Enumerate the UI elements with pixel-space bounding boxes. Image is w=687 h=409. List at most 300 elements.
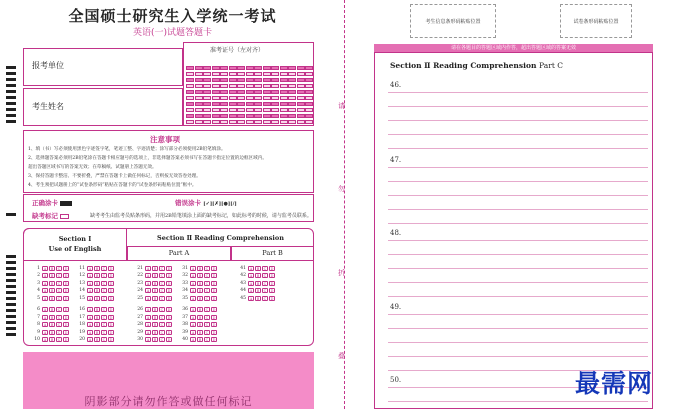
answer-bubble-d[interactable]: D: [212, 296, 216, 301]
answer-line[interactable]: [388, 254, 648, 255]
answer-bubble-d[interactable]: D: [212, 266, 216, 271]
answer-bubble-b[interactable]: B: [153, 266, 157, 271]
answer-bubble-b[interactable]: B: [198, 323, 202, 327]
exam-number-digit-cell[interactable]: [212, 96, 220, 100]
answer-bubble-d[interactable]: D: [270, 274, 274, 278]
exam-number-digit-cell[interactable]: [186, 90, 194, 94]
answer-bubble-d[interactable]: D: [109, 266, 113, 271]
answer-bubble-a[interactable]: A: [43, 281, 47, 286]
answer-bubble-a[interactable]: A: [249, 289, 253, 293]
answer-bubble-a[interactable]: A: [88, 308, 92, 312]
exam-number-digit-cell[interactable]: [305, 102, 313, 106]
exam-number-digit-cell[interactable]: [254, 78, 262, 82]
answer-bubble-c[interactable]: C: [57, 315, 61, 320]
answer-line[interactable]: [388, 167, 648, 168]
answer-bubble-d[interactable]: D: [109, 338, 113, 342]
answer-bubble-b[interactable]: B: [50, 308, 54, 312]
answer-bubble-b[interactable]: B: [256, 289, 260, 293]
answer-bubble-b[interactable]: B: [95, 308, 99, 312]
exam-number-digit-cell[interactable]: [305, 120, 313, 124]
answer-bubble-d[interactable]: D: [109, 274, 113, 278]
answer-bubble-d[interactable]: D: [212, 338, 216, 342]
exam-number-digit-cell[interactable]: [271, 96, 279, 100]
answer-bubble-d[interactable]: D: [212, 281, 216, 286]
answer-bubble-c[interactable]: C: [263, 266, 267, 271]
exam-number-digit-cell[interactable]: [220, 90, 228, 94]
answer-line[interactable]: [388, 356, 648, 357]
answer-bubble-b[interactable]: B: [153, 338, 157, 342]
exam-number-digit-cell[interactable]: [297, 102, 305, 106]
exam-number-digit-cell[interactable]: [305, 96, 313, 100]
answer-line[interactable]: [388, 92, 648, 93]
answer-bubble-d[interactable]: D: [212, 289, 216, 293]
answer-line[interactable]: [388, 401, 648, 402]
answer-bubble-a[interactable]: A: [43, 289, 47, 293]
exam-number-digit-cell[interactable]: [280, 84, 288, 88]
exam-number-digit-cell[interactable]: [237, 108, 245, 112]
exam-number-digit-cell[interactable]: [271, 84, 279, 88]
answer-bubble-a[interactable]: A: [191, 296, 195, 301]
exam-number-digit-cell[interactable]: [237, 84, 245, 88]
answer-bubble-a[interactable]: A: [146, 296, 150, 301]
exam-number-digit-cell[interactable]: [254, 84, 262, 88]
answer-bubble-b[interactable]: B: [50, 330, 54, 335]
paper-barcode-slot[interactable]: 试卷条形码粘贴位置: [560, 4, 632, 38]
answer-bubble-c[interactable]: C: [57, 289, 61, 293]
answer-bubble-d[interactable]: D: [167, 308, 171, 312]
exam-number-digit-cell[interactable]: [246, 120, 254, 124]
exam-number-digit-cell[interactable]: [212, 114, 220, 118]
answer-bubble-a[interactable]: A: [146, 330, 150, 335]
exam-number-digit-cell[interactable]: [263, 84, 271, 88]
exam-number-digit-cell[interactable]: [229, 108, 237, 112]
exam-number-digit-cell[interactable]: [212, 102, 220, 106]
exam-number-digit-cell[interactable]: [288, 78, 296, 82]
answer-bubble-d[interactable]: D: [64, 274, 68, 278]
answer-bubble-d[interactable]: D: [109, 330, 113, 335]
exam-number-digit-cell[interactable]: [220, 114, 228, 118]
answer-bubble-b[interactable]: B: [153, 330, 157, 335]
answer-bubble-d[interactable]: D: [167, 274, 171, 278]
answer-bubble-b[interactable]: B: [256, 281, 260, 286]
answer-line[interactable]: [388, 282, 648, 283]
exam-number-digit-cell[interactable]: [288, 84, 296, 88]
answer-bubble-a[interactable]: A: [146, 274, 150, 278]
answer-bubble-a[interactable]: A: [88, 338, 92, 342]
answer-bubble-b[interactable]: B: [50, 323, 54, 327]
answer-bubble-d[interactable]: D: [167, 266, 171, 271]
exam-number-digit-cell[interactable]: [229, 120, 237, 124]
exam-number-digit-cell[interactable]: [237, 72, 245, 76]
answer-bubble-b[interactable]: B: [153, 274, 157, 278]
exam-number-digit-cell[interactable]: [263, 90, 271, 94]
exam-number-digit-cell[interactable]: [288, 72, 296, 76]
answer-bubble-c[interactable]: C: [263, 289, 267, 293]
answer-bubble-b[interactable]: B: [95, 330, 99, 335]
answer-bubble-a[interactable]: A: [146, 315, 150, 320]
answer-bubble-b[interactable]: B: [50, 266, 54, 271]
answer-bubble-a[interactable]: A: [88, 323, 92, 327]
answer-bubble-b[interactable]: B: [153, 296, 157, 301]
answer-bubble-c[interactable]: C: [263, 274, 267, 278]
exam-number-digit-cell[interactable]: [280, 72, 288, 76]
exam-number-digit-cell[interactable]: [186, 102, 194, 106]
exam-number-digit-cell[interactable]: [297, 90, 305, 94]
answer-bubble-b[interactable]: B: [153, 323, 157, 327]
answer-bubble-c[interactable]: C: [160, 308, 164, 312]
exam-number-digit-cell[interactable]: [246, 108, 254, 112]
exam-number-digit-cell[interactable]: [203, 114, 211, 118]
exam-number-digit-cell[interactable]: [263, 96, 271, 100]
answer-bubble-b[interactable]: B: [153, 315, 157, 320]
answer-bubble-a[interactable]: A: [88, 281, 92, 286]
answer-bubble-c[interactable]: C: [160, 266, 164, 271]
exam-number-digit-cell[interactable]: [195, 78, 203, 82]
exam-number-digit-cell[interactable]: [305, 84, 313, 88]
answer-bubble-c[interactable]: C: [160, 338, 164, 342]
answer-bubble-b[interactable]: B: [95, 289, 99, 293]
exam-number-digit-cell[interactable]: [297, 114, 305, 118]
exam-number-digit-cell[interactable]: [186, 84, 194, 88]
answer-bubble-b[interactable]: B: [198, 289, 202, 293]
exam-number-digit-cell[interactable]: [271, 108, 279, 112]
exam-number-digit-cell[interactable]: [288, 90, 296, 94]
exam-number-digit-cell[interactable]: [203, 108, 211, 112]
answer-bubble-a[interactable]: A: [146, 323, 150, 327]
answer-bubble-c[interactable]: C: [57, 274, 61, 278]
exam-number-digit-cell[interactable]: [237, 114, 245, 118]
answer-bubble-d[interactable]: D: [270, 296, 274, 301]
exam-number-digit-cell[interactable]: [212, 72, 220, 76]
exam-number-digit-cell[interactable]: [195, 72, 203, 76]
answer-bubble-c[interactable]: C: [57, 330, 61, 335]
answer-bubble-c[interactable]: C: [160, 330, 164, 335]
exam-number-digit-cell[interactable]: [280, 96, 288, 100]
exam-number-digit-cell[interactable]: [263, 108, 271, 112]
exam-number-digit-cell[interactable]: [263, 102, 271, 106]
answer-bubble-b[interactable]: B: [50, 296, 54, 301]
exam-number-digit-cell[interactable]: [220, 66, 228, 70]
exam-number-digit-cell[interactable]: [305, 72, 313, 76]
answer-bubble-d[interactable]: D: [109, 289, 113, 293]
exam-number-digit-cell[interactable]: [305, 78, 313, 82]
exam-number-digit-cell[interactable]: [246, 114, 254, 118]
answer-bubble-b[interactable]: B: [153, 308, 157, 312]
exam-number-digit-cell[interactable]: [195, 102, 203, 106]
answer-bubble-c[interactable]: C: [57, 338, 61, 342]
exam-number-digit-cell[interactable]: [246, 66, 254, 70]
exam-number-digit-cell[interactable]: [237, 66, 245, 70]
answer-bubble-b[interactable]: B: [95, 338, 99, 342]
exam-number-digit-cell[interactable]: [195, 90, 203, 94]
answer-bubble-c[interactable]: C: [205, 281, 209, 286]
exam-number-digit-cell[interactable]: [229, 90, 237, 94]
answer-bubble-b[interactable]: B: [198, 274, 202, 278]
answer-bubble-a[interactable]: A: [88, 315, 92, 320]
exam-number-digit-cell[interactable]: [254, 114, 262, 118]
answer-bubble-c[interactable]: C: [102, 338, 106, 342]
exam-number-digit-cell[interactable]: [220, 120, 228, 124]
answer-bubble-a[interactable]: A: [146, 289, 150, 293]
answer-bubble-a[interactable]: A: [43, 330, 47, 335]
exam-number-digit-cell[interactable]: [305, 108, 313, 112]
exam-number-digit-cell[interactable]: [186, 96, 194, 100]
answer-bubble-b[interactable]: B: [198, 296, 202, 301]
exam-number-digit-cell[interactable]: [280, 120, 288, 124]
exam-number-digit-cell[interactable]: [271, 114, 279, 118]
answer-bubble-b[interactable]: B: [95, 281, 99, 286]
exam-number-digit-cell[interactable]: [254, 108, 262, 112]
exam-number-digit-cell[interactable]: [195, 84, 203, 88]
answer-bubble-b[interactable]: B: [50, 289, 54, 293]
answer-bubble-a[interactable]: A: [88, 289, 92, 293]
exam-number-digit-cell[interactable]: [229, 78, 237, 82]
exam-number-digit-cell[interactable]: [220, 96, 228, 100]
answer-bubble-d[interactable]: D: [109, 315, 113, 320]
exam-number-digit-cell[interactable]: [288, 114, 296, 118]
answer-bubble-b[interactable]: B: [256, 296, 260, 301]
exam-number-digit-cell[interactable]: [220, 102, 228, 106]
exam-number-digit-cell[interactable]: [246, 72, 254, 76]
exam-number-digit-cell[interactable]: [203, 66, 211, 70]
exam-number-digit-cell[interactable]: [203, 90, 211, 94]
exam-number-digit-cell[interactable]: [229, 66, 237, 70]
answer-bubble-c[interactable]: C: [102, 315, 106, 320]
answer-bubble-d[interactable]: D: [64, 289, 68, 293]
exam-number-digit-cell[interactable]: [229, 96, 237, 100]
exam-number-digit-cell[interactable]: [297, 72, 305, 76]
answer-bubble-c[interactable]: C: [102, 296, 106, 301]
exam-number-digit-cell[interactable]: [195, 66, 203, 70]
exam-number-digit-cell[interactable]: [288, 96, 296, 100]
answer-bubble-c[interactable]: C: [205, 315, 209, 320]
exam-number-digit-cell[interactable]: [280, 108, 288, 112]
exam-number-digit-cell[interactable]: [271, 120, 279, 124]
exam-number-digit-cell[interactable]: [288, 66, 296, 70]
answer-bubble-b[interactable]: B: [198, 315, 202, 320]
answer-bubble-c[interactable]: C: [205, 323, 209, 327]
answer-bubble-b[interactable]: B: [198, 338, 202, 342]
answer-bubble-d[interactable]: D: [109, 323, 113, 327]
exam-number-digit-cell[interactable]: [212, 84, 220, 88]
answer-bubble-c[interactable]: C: [263, 281, 267, 286]
exam-number-digit-cell[interactable]: [271, 102, 279, 106]
answer-bubble-b[interactable]: B: [95, 323, 99, 327]
exam-number-digit-cell[interactable]: [246, 102, 254, 106]
answer-line[interactable]: [388, 181, 648, 182]
answer-bubble-b[interactable]: B: [198, 308, 202, 312]
answer-line[interactable]: [388, 268, 648, 269]
answer-bubble-a[interactable]: A: [191, 281, 195, 286]
answer-bubble-c[interactable]: C: [102, 266, 106, 271]
answer-bubble-c[interactable]: C: [102, 274, 106, 278]
missing-mark-bubble[interactable]: [60, 214, 69, 219]
exam-number-digit-cell[interactable]: [271, 90, 279, 94]
exam-number-digit-cell[interactable]: [229, 72, 237, 76]
exam-number-digit-cell[interactable]: [186, 78, 194, 82]
exam-number-digit-cell[interactable]: [186, 114, 194, 118]
exam-number-digit-cell[interactable]: [203, 78, 211, 82]
exam-number-digit-cell[interactable]: [237, 96, 245, 100]
answer-line[interactable]: [388, 148, 648, 149]
answer-bubble-b[interactable]: B: [198, 266, 202, 271]
answer-bubble-c[interactable]: C: [160, 296, 164, 301]
candidate-barcode-slot[interactable]: 考生信息条形码粘贴位置: [410, 4, 496, 38]
answer-bubble-b[interactable]: B: [50, 315, 54, 320]
answer-bubble-a[interactable]: A: [191, 274, 195, 278]
exam-number-digit-cell[interactable]: [246, 90, 254, 94]
answer-bubble-c[interactable]: C: [57, 323, 61, 327]
exam-number-digit-cell[interactable]: [220, 84, 228, 88]
answer-bubble-d[interactable]: D: [212, 330, 216, 335]
answer-bubble-a[interactable]: A: [191, 323, 195, 327]
answer-bubble-d[interactable]: D: [212, 274, 216, 278]
exam-number-digit-cell[interactable]: [195, 114, 203, 118]
answer-bubble-d[interactable]: D: [109, 308, 113, 312]
exam-number-digit-cell[interactable]: [280, 78, 288, 82]
answer-bubble-a[interactable]: A: [43, 308, 47, 312]
exam-number-digit-cell[interactable]: [280, 114, 288, 118]
exam-number-digit-cell[interactable]: [186, 108, 194, 112]
exam-number-digit-cell[interactable]: [212, 108, 220, 112]
exam-number-digit-cell[interactable]: [212, 90, 220, 94]
exam-number-digit-cell[interactable]: [212, 120, 220, 124]
answer-bubble-a[interactable]: A: [88, 330, 92, 335]
exam-number-digit-cell[interactable]: [203, 72, 211, 76]
answer-bubble-b[interactable]: B: [50, 274, 54, 278]
answer-bubble-a[interactable]: A: [43, 315, 47, 320]
answer-bubble-a[interactable]: A: [43, 266, 47, 271]
answer-line[interactable]: [388, 106, 648, 107]
answer-bubble-b[interactable]: B: [95, 266, 99, 271]
exam-number-digit-cell[interactable]: [220, 108, 228, 112]
answer-bubble-b[interactable]: B: [153, 289, 157, 293]
exam-number-digit-cell[interactable]: [288, 120, 296, 124]
exam-number-digit-cell[interactable]: [280, 90, 288, 94]
answer-bubble-c[interactable]: C: [205, 308, 209, 312]
answer-bubble-b[interactable]: B: [198, 281, 202, 286]
exam-number-digit-cell[interactable]: [195, 108, 203, 112]
answer-bubble-c[interactable]: C: [205, 330, 209, 335]
exam-number-digit-cell[interactable]: [220, 78, 228, 82]
answer-bubble-a[interactable]: A: [43, 338, 47, 342]
answer-bubble-c[interactable]: C: [160, 281, 164, 286]
exam-number-digit-cell[interactable]: [237, 102, 245, 106]
answer-bubble-d[interactable]: D: [64, 323, 68, 327]
exam-number-digit-cell[interactable]: [246, 78, 254, 82]
exam-number-digit-cell[interactable]: [186, 72, 194, 76]
exam-number-digit-cell[interactable]: [263, 120, 271, 124]
answer-bubble-c[interactable]: C: [160, 274, 164, 278]
answer-bubble-d[interactable]: D: [64, 330, 68, 335]
answer-bubble-a[interactable]: A: [249, 274, 253, 278]
exam-number-digit-cell[interactable]: [254, 90, 262, 94]
exam-number-digit-cell[interactable]: [305, 90, 313, 94]
answer-bubble-d[interactable]: D: [167, 281, 171, 286]
answer-bubble-d[interactable]: D: [212, 308, 216, 312]
exam-number-digit-cell[interactable]: [305, 66, 313, 70]
answer-bubble-c[interactable]: C: [102, 323, 106, 327]
exam-number-digit-cell[interactable]: [229, 84, 237, 88]
answer-bubble-d[interactable]: D: [109, 296, 113, 301]
answer-bubble-a[interactable]: A: [146, 281, 150, 286]
exam-number-digit-cell[interactable]: [186, 120, 194, 124]
answer-bubble-c[interactable]: C: [57, 296, 61, 301]
answer-bubble-c[interactable]: C: [160, 289, 164, 293]
exam-number-digit-cell[interactable]: [254, 102, 262, 106]
exam-number-digit-cell[interactable]: [271, 72, 279, 76]
exam-number-digit-cell[interactable]: [297, 96, 305, 100]
answer-line[interactable]: [388, 342, 648, 343]
answer-bubble-c[interactable]: C: [205, 274, 209, 278]
answer-bubble-c[interactable]: C: [102, 308, 106, 312]
answer-bubble-a[interactable]: A: [191, 266, 195, 271]
exam-number-digit-cell[interactable]: [237, 120, 245, 124]
answer-bubble-a[interactable]: A: [191, 338, 195, 342]
exam-number-digit-cell[interactable]: [280, 66, 288, 70]
answer-bubble-c[interactable]: C: [102, 289, 106, 293]
exam-number-digit-cell[interactable]: [263, 78, 271, 82]
exam-number-digit-cell[interactable]: [237, 90, 245, 94]
answer-bubble-d[interactable]: D: [270, 289, 274, 293]
answer-line[interactable]: [388, 223, 648, 224]
answer-bubble-b[interactable]: B: [95, 296, 99, 301]
answer-bubble-c[interactable]: C: [205, 296, 209, 301]
exam-number-digit-cell[interactable]: [254, 66, 262, 70]
exam-number-digit-cell[interactable]: [254, 120, 262, 124]
answer-bubble-d[interactable]: D: [64, 296, 68, 301]
answer-bubble-b[interactable]: B: [50, 338, 54, 342]
exam-number-digit-cell[interactable]: [229, 102, 237, 106]
exam-number-digit-cell[interactable]: [203, 120, 211, 124]
answer-line[interactable]: [388, 195, 648, 196]
answer-bubble-b[interactable]: B: [256, 266, 260, 271]
exam-number-digit-cell[interactable]: [195, 120, 203, 124]
answer-bubble-c[interactable]: C: [102, 330, 106, 335]
answer-bubble-c[interactable]: C: [57, 266, 61, 271]
answer-bubble-a[interactable]: A: [88, 266, 92, 271]
exam-number-digit-cell[interactable]: [254, 72, 262, 76]
answer-bubble-a[interactable]: A: [88, 296, 92, 301]
exam-number-digit-cell[interactable]: [305, 114, 313, 118]
answer-bubble-b[interactable]: B: [256, 274, 260, 278]
exam-number-digit-cell[interactable]: [288, 102, 296, 106]
exam-number-digit-cell[interactable]: [246, 96, 254, 100]
answer-bubble-d[interactable]: D: [167, 289, 171, 293]
answer-bubble-d[interactable]: D: [167, 315, 171, 320]
exam-number-digit-cell[interactable]: [271, 66, 279, 70]
answer-bubble-a[interactable]: A: [191, 330, 195, 335]
answer-line[interactable]: [388, 134, 648, 135]
answer-bubble-a[interactable]: A: [146, 266, 150, 271]
answer-bubble-a[interactable]: A: [88, 274, 92, 278]
answer-bubble-d[interactable]: D: [212, 315, 216, 320]
exam-number-digit-cell[interactable]: [203, 102, 211, 106]
answer-bubble-c[interactable]: C: [160, 315, 164, 320]
answer-bubble-a[interactable]: A: [249, 296, 253, 301]
exam-number-digit-cell[interactable]: [280, 102, 288, 106]
exam-number-digit-cell[interactable]: [263, 114, 271, 118]
answer-bubble-a[interactable]: A: [249, 266, 253, 271]
answer-bubble-a[interactable]: A: [146, 338, 150, 342]
exam-number-digit-cell[interactable]: [203, 96, 211, 100]
answer-bubble-b[interactable]: B: [153, 281, 157, 286]
exam-number-digit-cell[interactable]: [237, 78, 245, 82]
answer-bubble-d[interactable]: D: [270, 266, 274, 271]
answer-bubble-b[interactable]: B: [95, 274, 99, 278]
exam-number-digit-cell[interactable]: [297, 108, 305, 112]
answer-bubble-a[interactable]: A: [191, 289, 195, 293]
